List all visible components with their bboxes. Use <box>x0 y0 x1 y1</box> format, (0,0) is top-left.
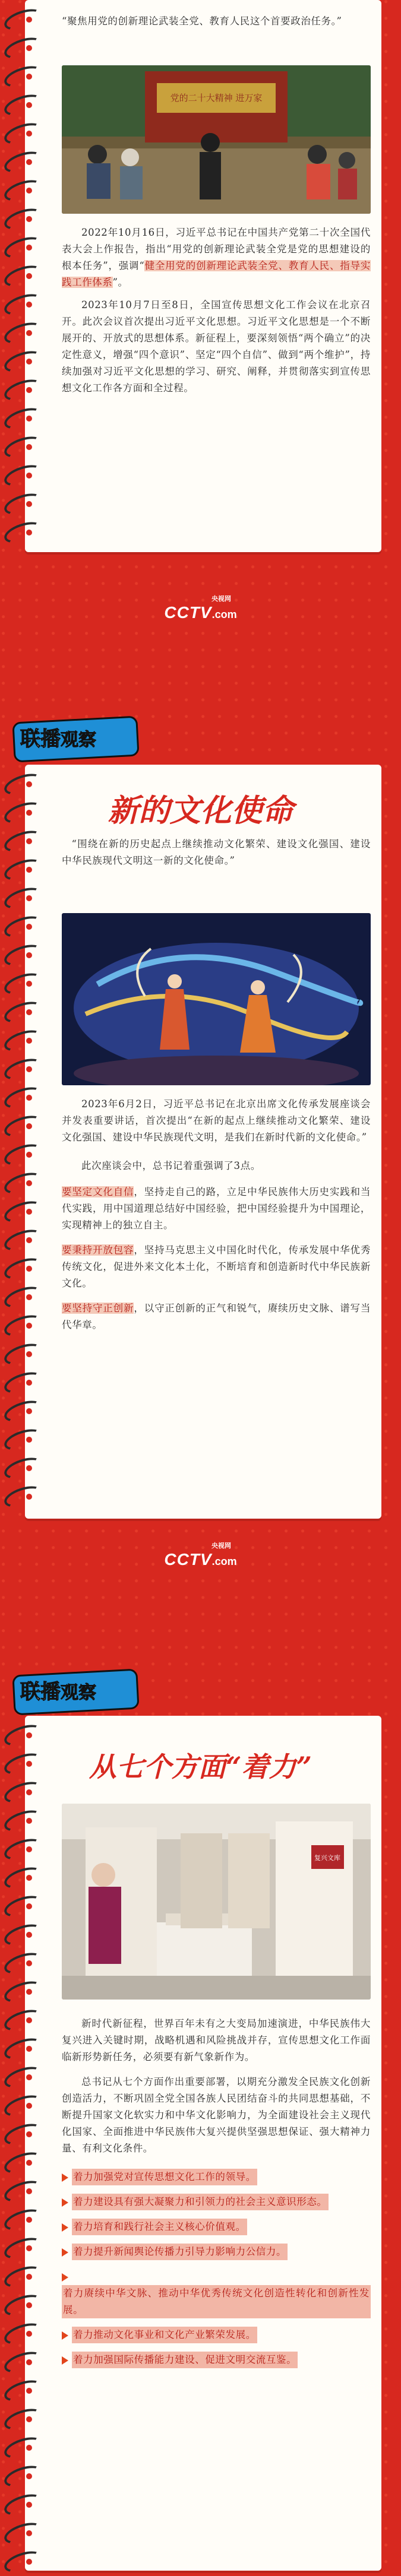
spiral-ring <box>2 5 45 34</box>
section-title-new-cultural-mission: 新的文化使命 <box>108 793 293 829</box>
spiral-ring <box>2 233 45 262</box>
spiral-ring <box>2 2491 45 2520</box>
spiral-ring <box>2 2434 45 2463</box>
spiral-ring <box>2 461 45 490</box>
spiral-ring <box>2 1340 45 1369</box>
badge-text-2: 观察 <box>61 1683 96 1703</box>
binding-hole <box>26 1989 32 1995</box>
binding-hole <box>26 245 32 251</box>
binding-hole <box>26 444 32 450</box>
aspect-item-text: 着力提升新闻舆论传播力引导力影响力公信力。 <box>72 2244 288 2260</box>
spiral-ring <box>2 433 45 462</box>
binding-hole <box>26 216 32 222</box>
spiral-ring <box>2 91 45 120</box>
spiral-ring <box>2 1454 45 1483</box>
binding-hole <box>26 2274 32 2280</box>
binding-hole <box>26 2302 32 2308</box>
binding-hole <box>26 1903 32 1909</box>
binding-hole <box>26 1351 32 1357</box>
binding-hole <box>26 159 32 165</box>
spiral-ring <box>2 1226 45 1255</box>
spiral-ring <box>2 998 45 1027</box>
spiral-ring <box>2 2320 45 2349</box>
spiral-ring <box>2 1055 45 1084</box>
aspect-item <box>62 2244 371 2260</box>
spiral-ring <box>2 912 45 942</box>
binding-hole <box>26 416 32 422</box>
highlighted-text: 要坚持守正创新 <box>62 1303 134 1314</box>
binding-hole <box>26 1038 32 1044</box>
spiral-ring <box>2 827 45 856</box>
spiral-ring <box>2 1083 45 1113</box>
highlighted-text: 要坚定文化自信 <box>62 1186 134 1197</box>
aspect-item-text: 着力建设具有强大凝聚力和引领力的社会主义意识形态。 <box>72 2194 329 2210</box>
photo-community-lecture <box>62 65 371 214</box>
spiral-ring <box>2 290 45 319</box>
spiral-ring <box>2 404 45 433</box>
aspect-item <box>62 2327 371 2343</box>
binding-hole <box>26 2017 32 2023</box>
paragraph-2023-symposium <box>62 1096 371 1146</box>
paragraph-new-era <box>62 2016 371 2065</box>
spiral-ring <box>2 969 45 999</box>
highlighted-text: 要秉持开放包容 <box>62 1244 134 1256</box>
spiral-ring <box>2 2006 45 2035</box>
paragraph-text: 此次座谈会中，总书记着重强调了3点。 <box>81 1160 261 1171</box>
spiral-ring <box>2 376 45 405</box>
binding-hole <box>26 1266 32 1272</box>
binding-hole <box>26 895 32 901</box>
binding-hole <box>26 2530 32 2536</box>
article-card-2 <box>25 765 381 1519</box>
binding-hole <box>26 2217 32 2223</box>
binding-hole <box>26 2559 32 2565</box>
binding-hole <box>26 45 32 51</box>
photo-sign-text: 复兴文库 <box>314 1854 340 1862</box>
cctv-logo-text: CCTV <box>164 603 212 622</box>
spiral-binding <box>4 765 40 1519</box>
binding-hole <box>26 1294 32 1300</box>
spiral-ring <box>2 205 45 234</box>
cctv-logo-sub: .com <box>211 609 237 620</box>
spiral-ring <box>2 1807 45 1836</box>
spiral-ring <box>2 1169 45 1198</box>
paragraph-2023-conference <box>62 297 371 397</box>
spiral-ring <box>2 1112 45 1141</box>
spiral-ring <box>2 1835 45 1864</box>
spiral-ring <box>2 1026 45 1056</box>
spiral-ring <box>2 2348 45 2377</box>
binding-hole <box>26 2359 32 2365</box>
binding-hole <box>26 2131 32 2137</box>
photo-sign-text: 党的二十大精神 进万家 <box>170 93 263 103</box>
binding-hole <box>26 1732 32 1738</box>
binding-hole <box>26 1875 32 1881</box>
spiral-binding <box>4 0 40 552</box>
cctv-logo-text: CCTV <box>164 1550 212 1569</box>
binding-hole <box>26 1123 32 1129</box>
spiral-ring <box>2 1254 45 1284</box>
paragraph-text: 新时代新征程，世界百年未有之大变局加速演进，中华民族伟大复兴进入关键时期，战略机遇和风险挑战并存，宣传思想文化工作面临新形势新任务，必须要有新气象新作为。 <box>62 2018 371 2062</box>
spiral-ring <box>2 2177 45 2206</box>
spiral-ring <box>2 1978 45 2007</box>
paragraph-text: 总书记从七个方面作出重要部署，以期充分激发全民族文化创新创造活力，不断巩固全党全国各族人民团结奋斗的共同思想基础，不断提升国家文化软实力和中华文化影响力，为全面建设社会主义现代化国家、全面推进中华民族伟大复兴提供坚强思想保证、强大精神力量、有利文化条件。 <box>62 2076 371 2154</box>
spiral-ring <box>2 2092 45 2121</box>
spiral-ring <box>2 2548 45 2576</box>
binding-hole <box>26 1818 32 1824</box>
binding-hole <box>26 1066 32 1072</box>
spiral-ring <box>2 2149 45 2178</box>
binding-hole <box>26 1789 32 1795</box>
paragraph-three-points-intro <box>62 1158 371 1174</box>
aspect-item-text: 着力加强国际传播能力建设、促进文明交流互鉴。 <box>72 2352 298 2368</box>
binding-hole <box>26 17 32 23</box>
binding-hole <box>26 924 32 930</box>
paragraph-text: ，以守正创新的正气和锐气，赓续历史文脉、谱写当代华章。 <box>62 1303 371 1330</box>
triangle-bullet-icon <box>62 2173 68 2182</box>
spiral-ring <box>2 262 45 291</box>
binding-hole <box>26 1237 32 1243</box>
binding-hole <box>26 1960 32 1966</box>
paragraph-text: ”。 <box>112 277 128 288</box>
paragraph-text: ，坚持马克思主义中国化时代化，传承发展中华优秀传统文化，促进外来文化本土化，不断培育和创造新时代中华民族新文化。 <box>62 1244 371 1289</box>
binding-hole <box>26 359 32 365</box>
binding-hole <box>26 2445 32 2451</box>
spiral-ring <box>2 1892 45 1921</box>
photo-dance-performance <box>62 913 371 1085</box>
spiral-ring <box>2 1397 45 1426</box>
binding-hole <box>26 188 32 194</box>
binding-hole <box>26 1408 32 1414</box>
binding-hole <box>26 1932 32 1938</box>
binding-hole <box>26 1009 32 1015</box>
spiral-ring <box>2 347 45 376</box>
quote-paragraph <box>62 836 371 869</box>
spiral-ring <box>2 1368 45 1398</box>
binding-hole <box>26 1323 32 1329</box>
lianbo-guancha-badge <box>13 1668 144 1715</box>
point-cultural-confidence <box>62 1184 371 1234</box>
binding-hole <box>26 501 32 507</box>
spiral-ring <box>2 2206 45 2235</box>
paragraph-2022 <box>62 224 371 291</box>
spiral-ring <box>2 176 45 205</box>
seven-aspects-list <box>62 2169 371 2368</box>
binding-hole <box>26 952 32 958</box>
spiral-binding <box>4 1716 40 2571</box>
binding-hole <box>26 302 32 308</box>
spiral-ring <box>2 2234 45 2263</box>
binding-hole <box>26 387 32 393</box>
paragraph-text: “围绕在新的历史起点上继续推动文化繁荣、建设文化强国、建设中华民族现代文明这一新的文化使命。” <box>62 838 371 866</box>
spiral-ring <box>2 119 45 148</box>
binding-hole <box>26 2416 32 2422</box>
paragraph-seven-deployments <box>62 2074 371 2157</box>
binding-hole <box>26 2502 32 2508</box>
binding-hole <box>26 2331 32 2337</box>
spiral-ring <box>2 2263 45 2292</box>
spiral-ring <box>2 2291 45 2320</box>
spiral-ring <box>2 148 45 177</box>
highlighted-text: 健全用党的创新理论武装全党、教育人民、指导实践工作体系 <box>62 260 371 288</box>
spiral-ring <box>2 2377 45 2406</box>
binding-hole <box>26 131 32 137</box>
aspect-item <box>62 2169 371 2185</box>
aspect-item <box>62 2352 371 2368</box>
binding-hole <box>26 838 32 844</box>
binding-hole <box>26 1180 32 1186</box>
binding-hole <box>26 1380 32 1386</box>
aspect-item <box>62 2194 371 2210</box>
binding-hole <box>26 1152 32 1158</box>
spiral-ring <box>2 2462 45 2491</box>
binding-hole <box>26 2473 32 2479</box>
badge-text-1: 联播 <box>20 727 61 751</box>
spiral-ring <box>2 1949 45 1978</box>
cctv-tag: 央视网 <box>211 595 231 603</box>
spiral-ring <box>2 1864 45 1893</box>
binding-hole <box>26 1465 32 1471</box>
badge-text-1: 联播 <box>20 1680 61 1704</box>
binding-hole <box>26 1437 32 1443</box>
binding-hole <box>26 273 32 279</box>
spiral-ring <box>2 2035 45 2064</box>
photo-exhibition-books <box>62 1804 371 2000</box>
spiral-ring <box>2 1197 45 1227</box>
spiral-ring <box>2 490 45 519</box>
binding-hole <box>26 74 32 80</box>
paragraph-text: 2023年6月2日，习近平总书记在北京出席文化传承发展座谈会并发表重要讲话，首次提出“在新的起点上继续推动文化繁荣、建设文化强国、建设中华民族现代文明，是我们在新时代新的文化使命。” <box>62 1098 371 1143</box>
binding-hole <box>26 2074 32 2080</box>
triangle-bullet-icon <box>62 2273 68 2282</box>
point-openness-inclusiveness <box>62 1242 371 1292</box>
spiral-ring <box>2 34 45 63</box>
paragraph-text: “聚焦用党的创新理论武装全党、教育人民这个首要政治任务。” <box>62 15 342 27</box>
spiral-ring <box>2 2063 45 2092</box>
binding-hole <box>26 1846 32 1852</box>
cctv-tag: 央视网 <box>211 1542 231 1550</box>
binding-hole <box>26 867 32 873</box>
binding-hole <box>26 2046 32 2052</box>
article-card-3 <box>25 1716 381 2571</box>
binding-hole <box>26 981 32 987</box>
spiral-ring <box>2 1140 45 1170</box>
paragraph-text: 2023年10月7日至8日，全国宣传思想文化工作会议在北京召开。此次会议首次提出习近平文化思想。习近平文化思想是一个不断展开的、开放式的思想体系。新征程上，要深刻领悟“两个确立”的决定性意义，增强“四个意识”、坚定“四个自信”、做到“两个维护”，持续加强对习近平文化思想的学习、研究、阐释，并贯彻落实到宣传思想文化工作各方面和全过程。 <box>62 299 371 394</box>
aspect-item-text: 着力加强党对宣传思想文化工作的领导。 <box>72 2169 257 2185</box>
binding-hole <box>26 2103 32 2109</box>
spiral-ring <box>2 319 45 348</box>
triangle-bullet-icon <box>62 2198 68 2207</box>
lianbo-guancha-badge <box>13 715 144 762</box>
paragraph-text: 2022年10月16日，习近平总书记在中国共产党第二十次全国代表大会上作报告，指出“用党的创新理论武装全党是党的思想建设的根本任务”，强调“ <box>62 227 371 271</box>
cctv-logo-sub: .com <box>211 1555 237 1567</box>
binding-hole <box>26 2160 32 2166</box>
spiral-ring <box>2 2405 45 2434</box>
binding-hole <box>26 102 32 108</box>
spiral-ring <box>2 1921 45 1950</box>
binding-hole <box>26 530 32 536</box>
binding-hole <box>26 1209 32 1215</box>
spiral-ring <box>2 1311 45 1341</box>
binding-hole <box>26 330 32 336</box>
triangle-bullet-icon <box>62 2356 68 2365</box>
aspect-item-text: 着力赓续中华文脉、推动中华优秀传统文化创造性转化和创新性发展。 <box>62 2285 371 2318</box>
section-title-seven-aspects: 从七个方面“着力” <box>89 1751 312 1783</box>
spiral-ring <box>2 884 45 913</box>
article-card-1 <box>25 0 381 552</box>
spiral-ring <box>2 518 45 547</box>
spiral-ring <box>2 1482 45 1512</box>
triangle-bullet-icon <box>62 2248 68 2257</box>
spiral-ring <box>2 856 45 885</box>
spiral-ring <box>2 62 45 91</box>
triangle-bullet-icon <box>62 2223 68 2232</box>
binding-hole <box>26 2245 32 2251</box>
triangle-bullet-icon <box>62 2331 68 2340</box>
aspect-item <box>62 2268 371 2318</box>
aspect-item-text: 着力推动文化事业和文化产业繁荣发展。 <box>72 2327 257 2343</box>
aspect-item <box>62 2219 371 2235</box>
binding-hole <box>26 2188 32 2194</box>
spiral-ring <box>2 1283 45 1312</box>
aspect-item-text: 着力培育和践行社会主义核心价值观。 <box>72 2219 247 2235</box>
binding-hole <box>26 1494 32 1500</box>
spiral-ring <box>2 1425 45 1455</box>
badge-text-2: 观察 <box>61 730 96 750</box>
spiral-ring <box>2 2519 45 2548</box>
paragraph-text: ，坚持走自己的路，立足中华民族伟大历史实践和当代实践，用中国道理总结好中国经验，把中国经验提升为中国理论，实现精神上的独立自主。 <box>62 1186 371 1231</box>
cctv-logo <box>0 1541 401 1569</box>
quote-paragraph <box>62 13 371 30</box>
cctv-logo <box>0 594 401 622</box>
spiral-ring <box>2 941 45 970</box>
binding-hole <box>26 1095 32 1101</box>
binding-hole <box>26 2388 32 2394</box>
spiral-ring <box>2 2120 45 2149</box>
point-innovation <box>62 1300 371 1333</box>
binding-hole <box>26 473 32 479</box>
